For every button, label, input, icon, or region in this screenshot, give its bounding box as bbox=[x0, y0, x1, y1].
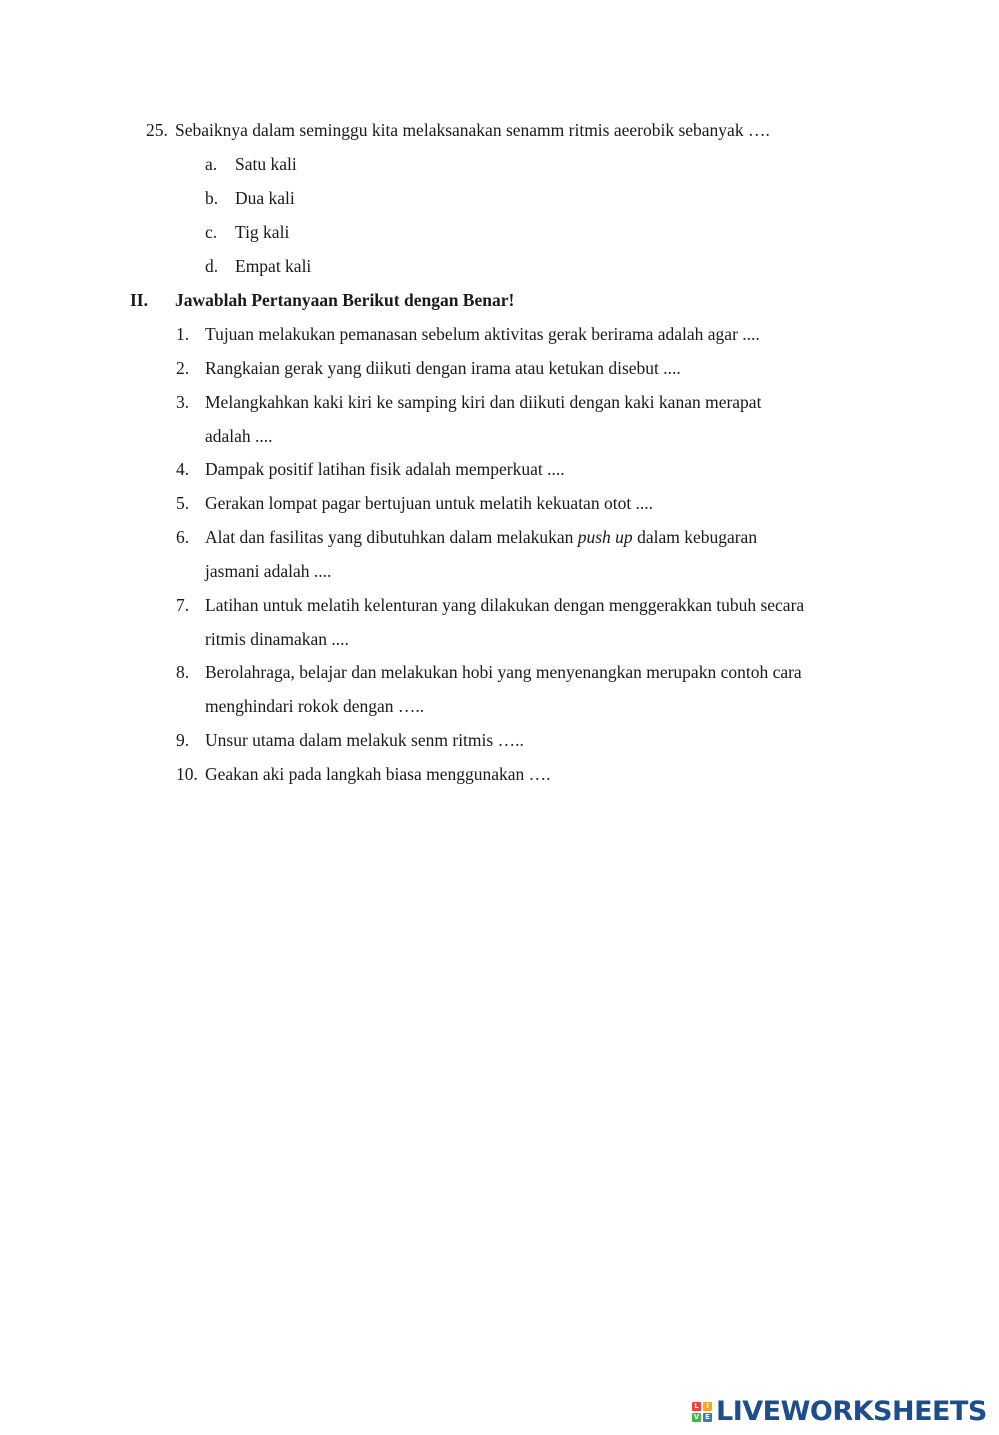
logo-mark-tile: L bbox=[692, 1402, 701, 1411]
logo-text: LIVEWORKSHEETS bbox=[716, 1395, 987, 1427]
logo-mark-icon bbox=[692, 1402, 712, 1422]
question-text: Berolahraga, belajar dan melakukan hobi yang menyenangkan merupakn contoh cara bbox=[205, 662, 802, 682]
question-text: Latihan untuk melatih kelenturan yang dilakukan dengan menggerakkan tubuh secara bbox=[205, 595, 805, 615]
question-text: Dampak positif latihan fisik adalah memperkuat .... bbox=[205, 459, 565, 479]
option-text: Satu kali bbox=[235, 154, 297, 174]
section-numeral: II. bbox=[130, 290, 148, 310]
question-number: 8. bbox=[176, 662, 190, 682]
question-text: ritmis dinamakan .... bbox=[205, 629, 349, 649]
option-letter: d. bbox=[205, 256, 219, 276]
question-text-post: dalam kebugaran bbox=[632, 527, 758, 547]
question-number: 3. bbox=[176, 392, 190, 412]
question-text: menghindari rokok dengan ….. bbox=[205, 696, 425, 716]
question-number: 9. bbox=[176, 730, 190, 750]
logo-mark-tile: V bbox=[693, 1413, 700, 1421]
question-number: 2. bbox=[176, 358, 190, 378]
option-text: Tig kali bbox=[235, 222, 290, 242]
liveworksheets-logo[interactable] bbox=[692, 1396, 987, 1426]
section-title: Jawablah Pertanyaan Berikut dengan Benar! bbox=[175, 290, 515, 310]
option-text: Dua kali bbox=[235, 188, 295, 208]
question-number: 5. bbox=[176, 493, 190, 513]
q25-text: Sebaiknya dalam seminggu kita melaksanakan senamm ritmis aeerobik sebanyak …. bbox=[175, 120, 770, 140]
question-text: Unsur utama dalam melakuk senm ritmis ….. bbox=[205, 730, 524, 750]
option-text: Empat kali bbox=[235, 256, 312, 276]
question-text: Geakan aki pada langkah biasa menggunakan …. bbox=[205, 764, 551, 784]
question-text-italic: push up bbox=[577, 527, 633, 547]
question-text: Melangkahkan kaki kiri ke samping kiri dan diikuti dengan kaki kanan merapat bbox=[205, 392, 762, 412]
question-text-pre: Alat dan fasilitas yang dibutuhkan dalam melakukan bbox=[205, 527, 578, 547]
logo-mark-tile: E bbox=[703, 1413, 712, 1422]
question-number: 10. bbox=[176, 764, 198, 784]
question-number: 7. bbox=[176, 595, 190, 615]
q25-number: 25. bbox=[146, 120, 168, 140]
question-text: adalah .... bbox=[205, 426, 273, 446]
option-letter: a. bbox=[205, 154, 218, 174]
logo-mark-tile: I bbox=[703, 1402, 712, 1411]
question-number: 4. bbox=[176, 459, 190, 479]
option-letter: c. bbox=[205, 222, 218, 242]
question-text: Gerakan lompat pagar bertujuan untuk melatih kekuatan otot .... bbox=[205, 493, 654, 513]
question-text: Tujuan melakukan pemanasan sebelum aktivitas gerak berirama adalah agar .... bbox=[205, 324, 760, 344]
question-text: jasmani adalah .... bbox=[205, 561, 332, 581]
option-letter: b. bbox=[205, 188, 219, 208]
question-text bbox=[205, 526, 757, 548]
question-number: 6. bbox=[176, 527, 190, 547]
question-text: Rangkaian gerak yang diikuti dengan irama atau ketukan disebut .... bbox=[205, 358, 681, 378]
question-number: 1. bbox=[176, 324, 190, 344]
